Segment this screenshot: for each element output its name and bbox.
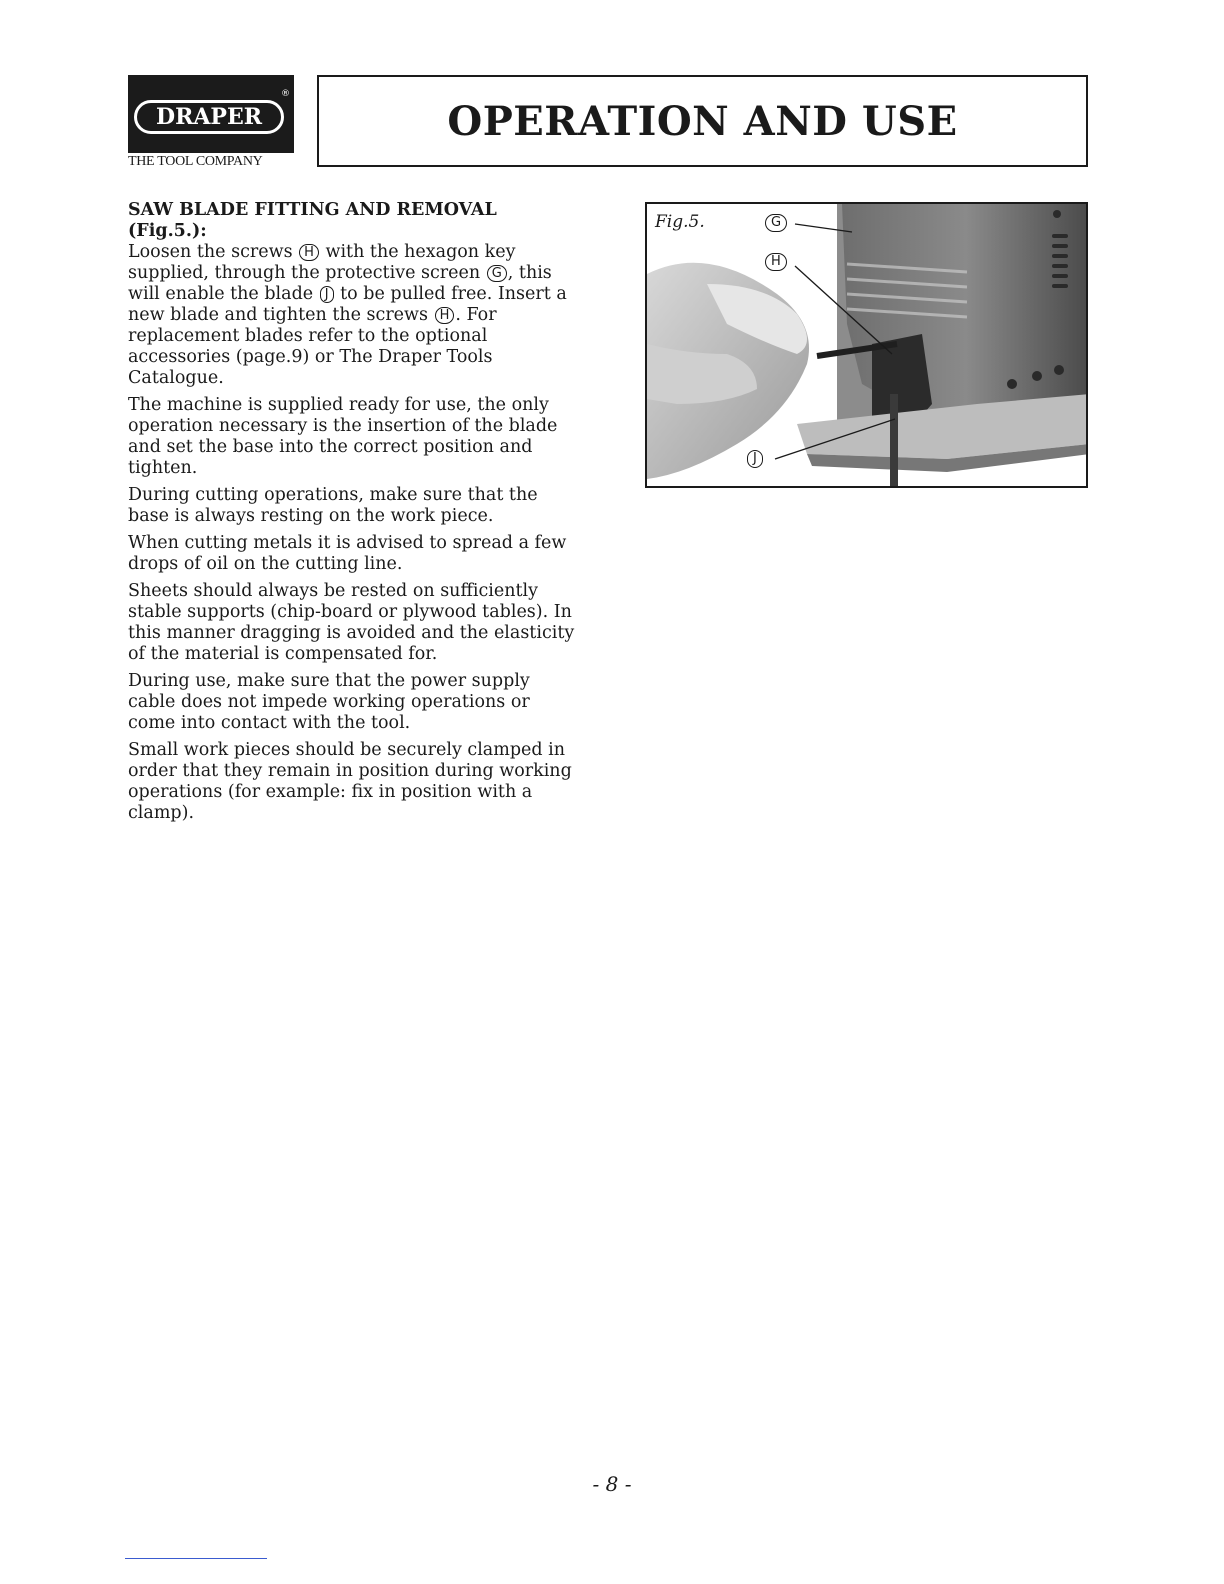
logo-brand-text: DRAPER <box>155 104 263 130</box>
ref-marker-h: H <box>299 244 319 261</box>
registered-mark: ® <box>281 89 290 99</box>
logo-oval <box>134 100 284 134</box>
ref-marker-g: G <box>487 265 507 282</box>
para-text: Loosen the screws <box>128 242 299 262</box>
para-text: , this will enable the blade <box>128 263 552 304</box>
paragraph-sheets-supports: Sheets should always be rested on sufficiently stable supports (chip-board or plywood tables). In this manner dragging is avoided and the elasticity of the material is compensated for. <box>128 581 575 664</box>
paragraph-base-resting: During cutting operations, make sure that the base is always resting on the work piece. <box>128 485 538 526</box>
section-heading-line2: (Fig.5.): <box>128 221 207 241</box>
figure-5 <box>645 202 1088 488</box>
paragraph-ready-for-use: The machine is supplied ready for use, the only operation necessary is the insertion of the blade and set the base into the correct position and tighten. <box>128 395 558 478</box>
text-column <box>128 200 576 830</box>
page-number: - 8 - <box>592 1472 632 1496</box>
figure-caption: Fig.5. <box>655 212 705 232</box>
paragraph-power-cable: During use, make sure that the power supply cable does not impede working operations or come into contact with the tool. <box>128 671 530 733</box>
para-text: . For replacement blades refer to the optional accessories (page.9) or The Draper Tools Catalogue. <box>128 305 497 388</box>
footer-rule <box>125 1558 267 1559</box>
jigsaw-photo <box>647 204 1088 488</box>
draper-logo <box>128 75 294 171</box>
ref-marker-j: J <box>320 286 334 303</box>
callout-h: H <box>765 253 787 271</box>
ref-marker-h: H <box>435 307 455 324</box>
callout-j: J <box>747 450 763 468</box>
page-title-box <box>317 75 1088 167</box>
section-heading <box>128 200 576 242</box>
paragraph-cutting-metals: When cutting metals it is advised to spread a few drops of oil on the cutting line. <box>128 533 567 574</box>
paragraph-small-pieces: Small work pieces should be securely clamped in order that they remain in position during working operations (for example: fix in position with a clamp). <box>128 740 572 823</box>
paragraph-blade-fitting <box>128 242 576 389</box>
logo-badge <box>128 75 294 153</box>
logo-tagline: THE TOOL COMPANY <box>128 154 263 169</box>
callout-g: G <box>765 214 787 232</box>
page-title: OPERATION AND USE <box>447 97 958 145</box>
para-text: with the hexagon key supplied, through the protective screen <box>128 242 516 283</box>
section-heading-line1: SAW BLADE FITTING AND REMOVAL <box>128 200 497 220</box>
para-text: to be pulled free. Insert a new blade and tighten the screws <box>128 284 567 325</box>
